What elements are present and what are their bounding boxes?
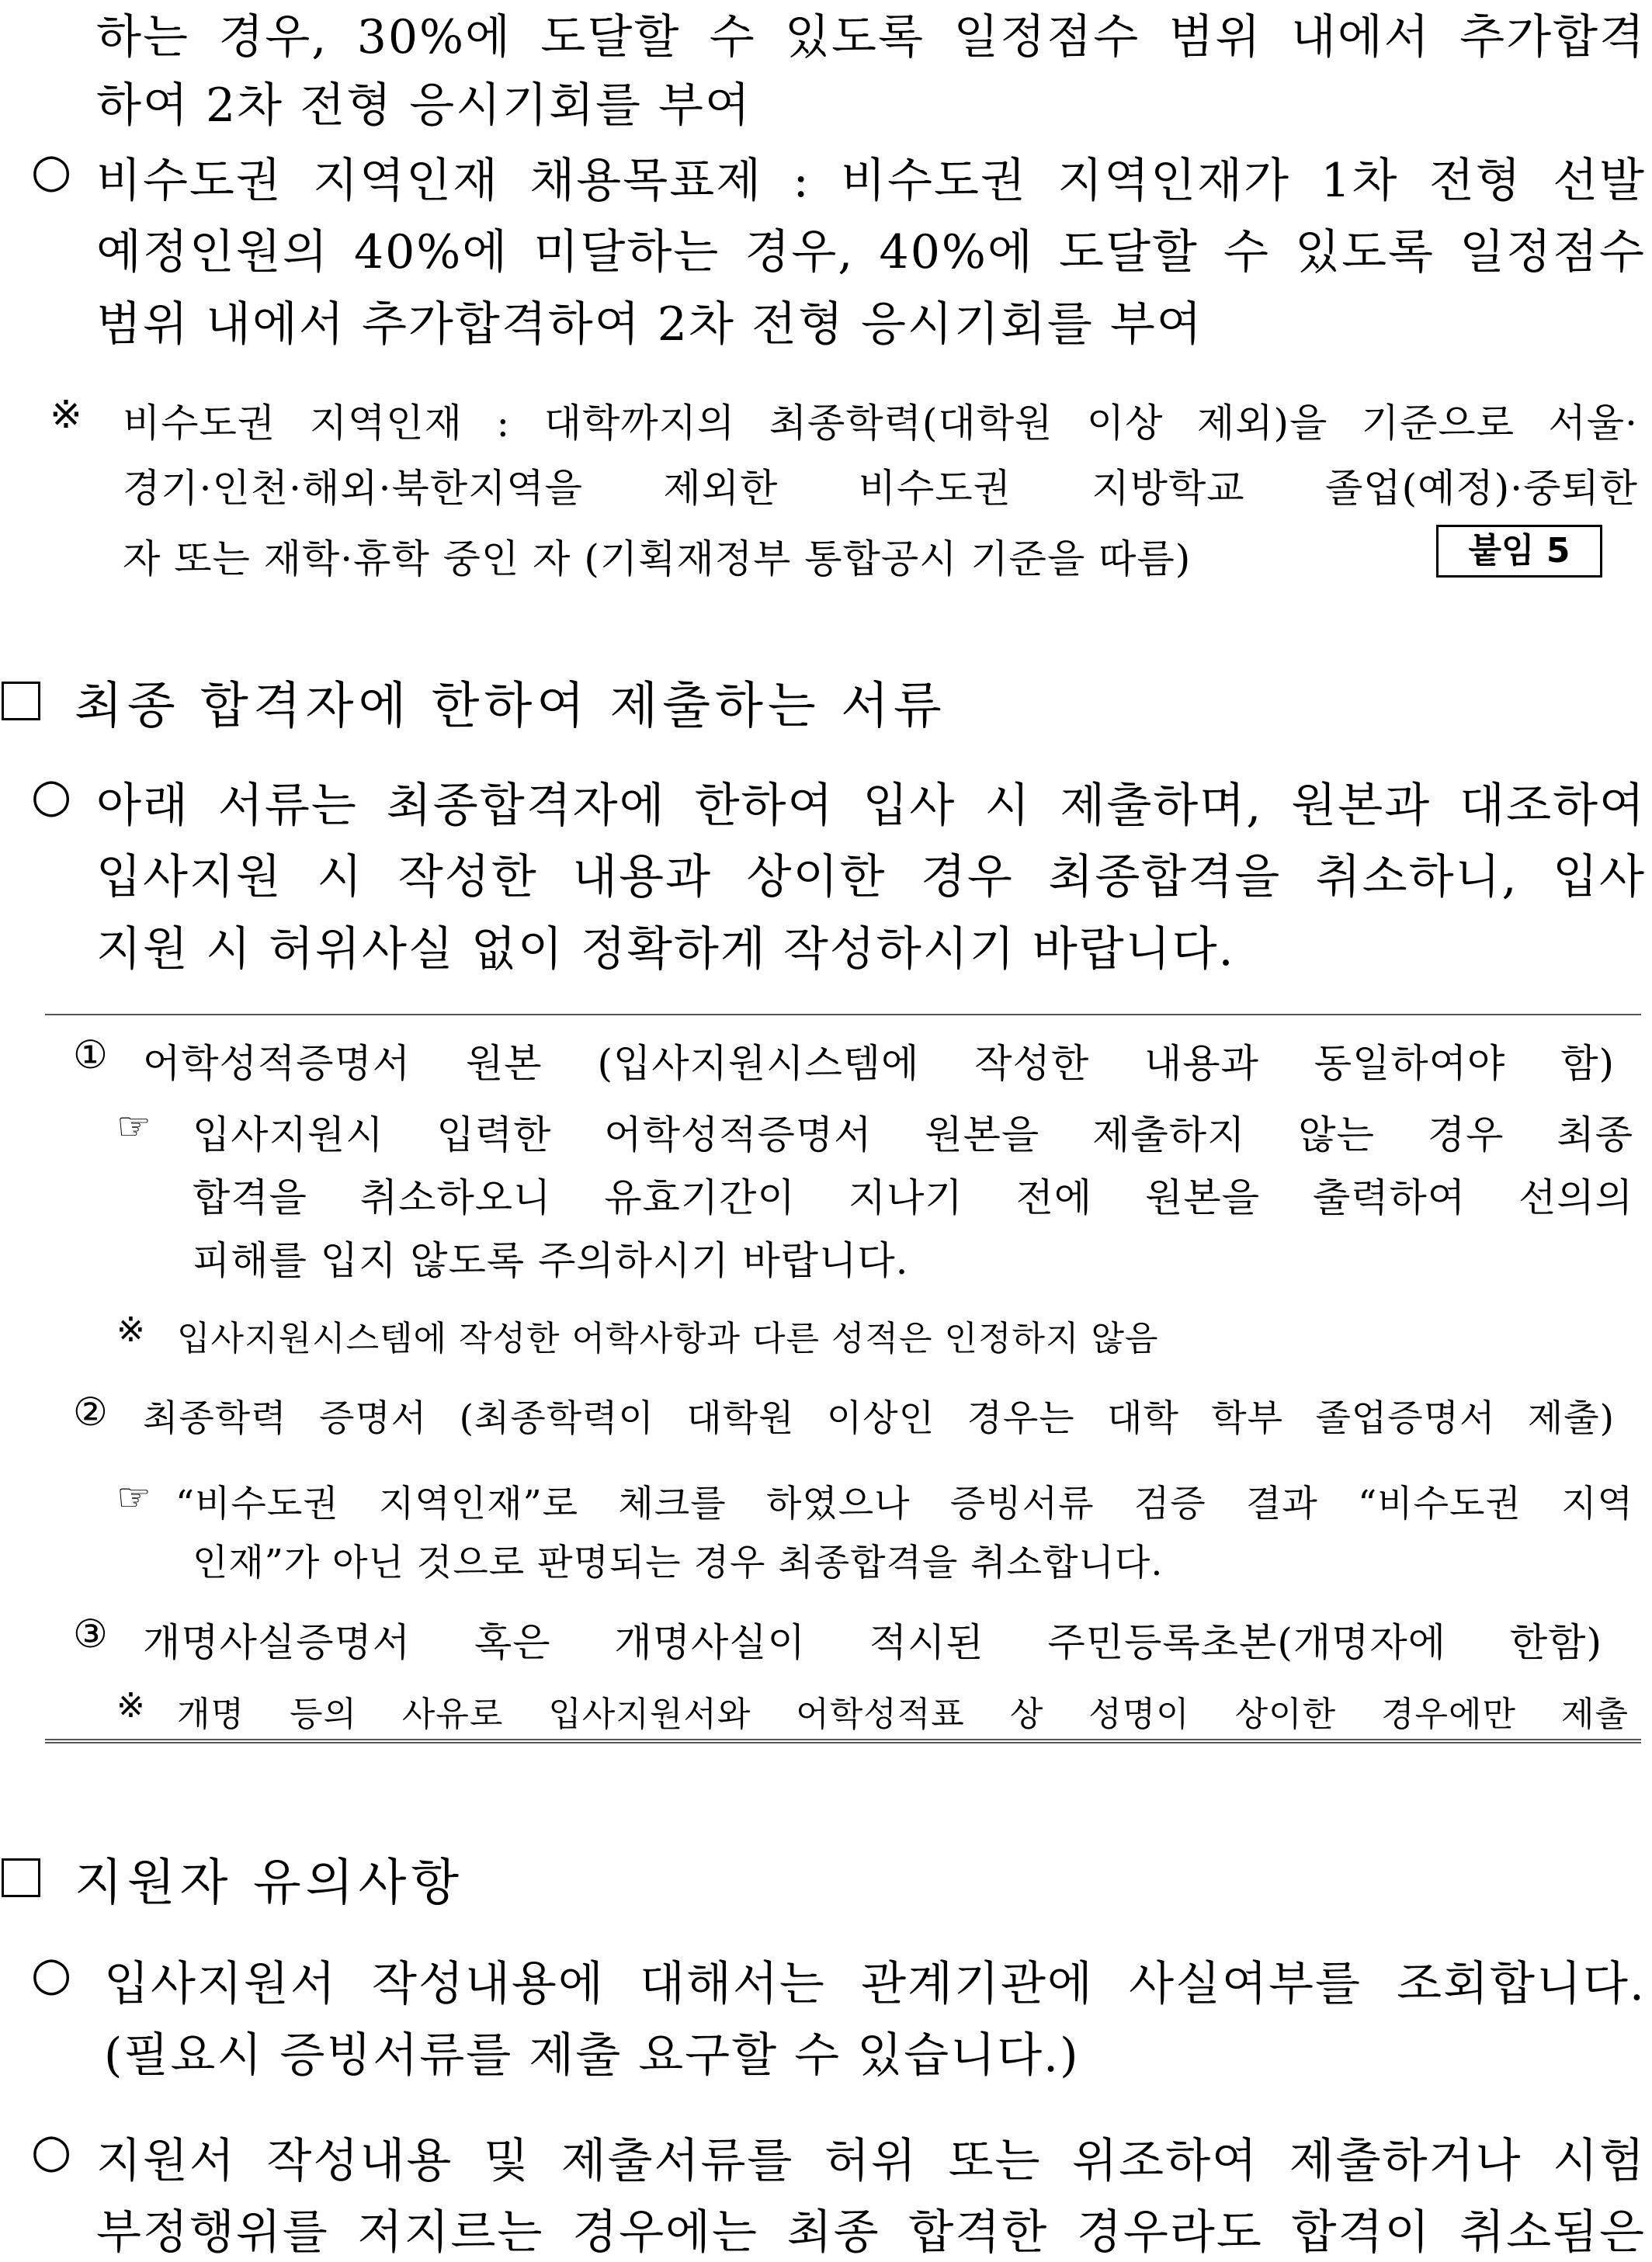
documents-para-line-3: 지원 시 허위사실 없이 정확하게 작성하시기 바랍니다. <box>96 922 1235 977</box>
item-1-number: ① <box>73 1032 109 1077</box>
bullet-quota: ○ <box>31 144 74 198</box>
documents-para-line-1: 아래 서류는 최종합격자에 한하여 입사 시 제출하며, 원본과 대조하여 <box>96 779 1646 833</box>
intro-line-2: 하여 2차 전형 응시기회를 부여 <box>96 78 751 133</box>
bullet-cautions-1: ○ <box>31 1947 74 2001</box>
item-1-hand-icon: ☞ <box>116 1104 152 1149</box>
intro-line-1: 하는 경우, 30%에 도달할 수 있도록 일정점수 범위 내에서 추가합격 <box>96 10 1646 64</box>
quota-line-3: 범위 내에서 추가합격하여 2차 전형 응시기회를 부여 <box>96 297 1203 352</box>
item-3-note: 개명 등의 사유로 입사지원서와 어학성적표 상 성명이 상이한 경우에만 제출 <box>177 1695 1629 1734</box>
cautions-p1-line-1: 입사지원서 작성내용에 대해서는 관계기관에 사실여부를 조회합니다. <box>104 1957 1646 2011</box>
item-2-text: 최종학력 증명서 (최종학력이 대학원 이상인 경우는 대학 학부 졸업증명서 제출) <box>143 1397 1615 1440</box>
section-title-cautions: 지원자 유의사항 <box>75 1854 464 1912</box>
documents-para-line-2: 입사지원 시 작성한 내용과 상이한 경우 최종합격을 취소하니, 입사 <box>96 850 1646 904</box>
note-regional-mark: ※ <box>50 392 83 437</box>
item-3-text: 개명사실증명서 혹은 개명사실이 적시된 주민등록초본(개명자에 한함) <box>143 1620 1602 1665</box>
section-checkbox-cautions <box>2 1858 40 1897</box>
item-2-number: ② <box>73 1389 109 1435</box>
cautions-p1-line-2: (필요시 증빙서류를 제출 요구할 수 있습니다.) <box>104 2028 1080 2083</box>
section-title-documents: 최종 합격자에 한하여 제출하는 서류 <box>75 678 946 735</box>
item-1-note-mark: ※ <box>116 1310 146 1350</box>
note-regional-line-3: 자 또는 재학·휴학 중인 자 (기획재정부 통합공시 기준을 따름) <box>123 536 1192 581</box>
item-1-text: 어학성적증명서 원본 (입사지원시스템에 작성한 내용과 동일하여야 함) <box>143 1041 1615 1086</box>
item-2-hand-line-1: “비수도권 지역인재”로 체크를 하였으나 증빙서류 검증 결과 “비수도권 지역 <box>175 1483 1633 1525</box>
cautions-p2-line-1: 지원서 작성내용 및 제출서류를 허위 또는 위조하여 제출하거나 시험 <box>96 2134 1646 2188</box>
section-checkbox-documents <box>2 682 40 720</box>
quota-line-1: 비수도권 지역인재 채용목표제 : 비수도권 지역인재가 1차 전형 선발 <box>96 154 1646 208</box>
attachment-badge: 붙임 5 <box>1436 525 1602 578</box>
box-bottom-rule <box>45 1739 1641 1743</box>
item-3-number: ③ <box>73 1612 109 1657</box>
quota-line-2: 예정인원의 40%에 미달하는 경우, 40%에 도달할 수 있도록 일정점수 <box>96 225 1646 279</box>
item-3-note-mark: ※ <box>116 1686 146 1726</box>
item-2-hand-icon: ☞ <box>116 1475 152 1520</box>
item-2-hand-line-2: 인재”가 아닌 것으로 판명되는 경우 최종합격을 취소합니다. <box>193 1542 1164 1584</box>
bullet-documents: ○ <box>31 768 74 823</box>
item-1-note: 입사지원시스템에 작성한 어학사항과 다른 성적은 인정하지 않음 <box>177 1319 1159 1358</box>
item-1-hand-line-1: 입사지원시 입력한 어학성적증명서 원본을 제출하지 않는 경우 최종 <box>193 1112 1633 1157</box>
cautions-p2-line-2: 부정행위를 저지르는 경우에는 최종 합격한 경우라도 합격이 취소됨은 <box>96 2205 1646 2260</box>
box-top-rule <box>45 1014 1641 1015</box>
note-regional-line-2: 경기·인천·해외·북한지역을 제외한 비수도권 지방학교 졸업(예정)·중퇴한 <box>123 466 1638 511</box>
item-1-hand-line-3: 피해를 입지 않도록 주의하시기 바랍니다. <box>193 1238 909 1283</box>
item-1-hand-line-2: 합격을 취소하오니 유효기간이 지나기 전에 원본을 출력하여 선의의 <box>193 1175 1633 1220</box>
bullet-cautions-2: ○ <box>31 2124 74 2178</box>
note-regional-line-1: 비수도권 지역인재 : 대학까지의 최종학력(대학원 이상 제외)을 기준으로 서울· <box>123 401 1638 446</box>
